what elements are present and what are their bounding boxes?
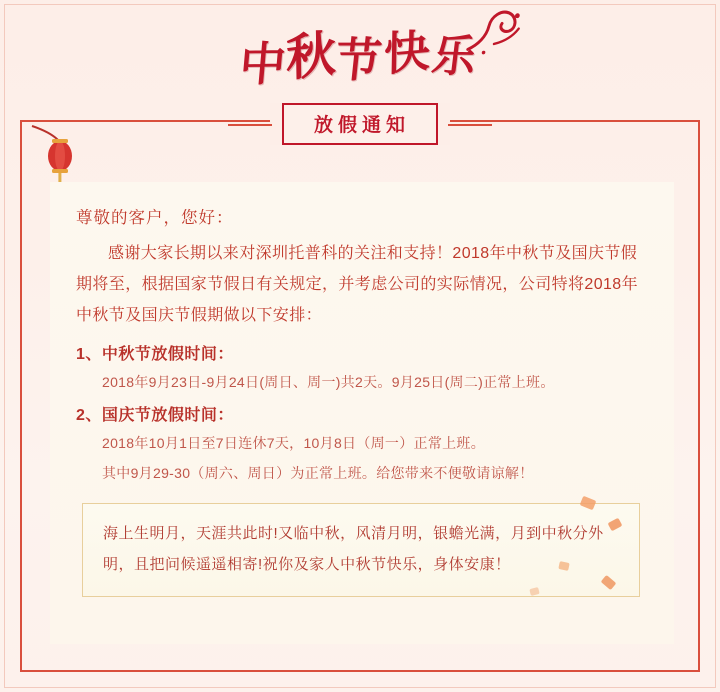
poster-header	[0, 0, 720, 108]
confetti-icon	[529, 587, 539, 596]
notice-item-heading: 国庆节放假时间：	[101, 407, 234, 424]
poem-text: 海上生明月，天涯共此时!又临中秋，风清月明，银蟾光满，月到中秋分外明，且把问候遥遥相寄!祝你及家人中秋节快乐，身体安康！	[103, 525, 604, 573]
greeting-text: 尊敬的客户，您好：	[76, 209, 234, 227]
notice-item-line: 其中9月29-30（周六、周日）为正常上班。给您带来不便敬请谅解！	[102, 465, 534, 481]
confetti-icon	[580, 496, 597, 511]
page-title	[238, 15, 481, 94]
notice-item-title	[76, 341, 648, 364]
poem-box	[82, 503, 640, 597]
title-char: 乐	[429, 29, 481, 83]
title-char: 秋	[285, 23, 339, 89]
intro-paragraph: 感谢大家长期以来对深圳托普科的关注和支持！2018年中秋节及国庆节假期将至，根据国家节假日有关规定，并考虑公司的实际情况，公司特将2018年中秋节及国庆节假期做以下安排：	[76, 245, 638, 324]
notice-item	[76, 402, 648, 487]
notice-item	[76, 341, 648, 396]
notice-card	[20, 114, 700, 672]
flourish-swirl-icon	[463, 6, 523, 55]
notice-item-title	[76, 402, 648, 425]
notice-banner: 放假通知	[282, 103, 438, 145]
notice-item-line: 2018年10月1日至7日连休7天，10月8日（周一）正常上班。	[102, 435, 486, 451]
banner-gap	[270, 103, 450, 145]
title-char: 快	[383, 23, 433, 82]
notice-item-number: 2、	[76, 407, 102, 424]
notice-item-line: 2018年9月23日-9月24日(周日、周一)共2天。9月25日(周二)正常上班。	[102, 374, 555, 390]
title-char: 节	[332, 32, 387, 88]
banner-wrapper	[22, 103, 698, 145]
notice-item-heading: 中秋节放假时间：	[101, 346, 234, 363]
notice-content	[50, 182, 674, 644]
notice-item-number: 1、	[76, 346, 102, 363]
title-char: 中	[237, 36, 290, 92]
